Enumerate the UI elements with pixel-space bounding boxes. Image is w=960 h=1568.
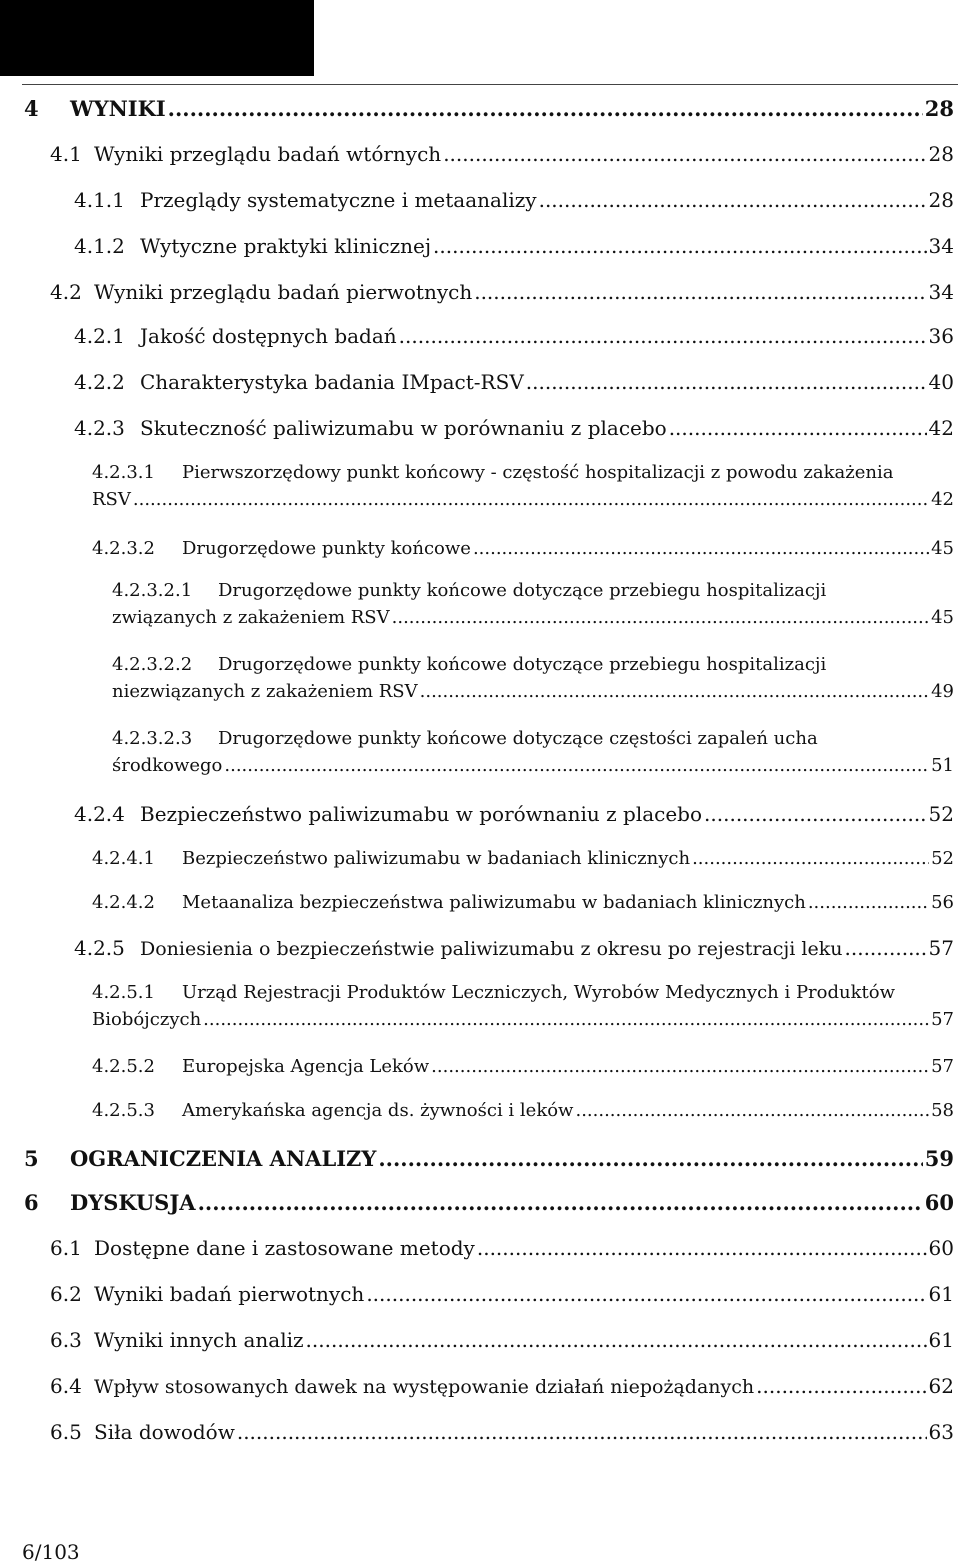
toc-entry-4-2-3-2-1[interactable] xyxy=(112,580,954,628)
toc-leader xyxy=(704,802,927,826)
toc-title: Amerykańska agencja ds. żywności i leków xyxy=(182,1100,574,1121)
toc-title-continued: środkowego xyxy=(112,755,223,776)
toc-entry-4-1-2[interactable] xyxy=(74,234,954,258)
toc-entry-4-2-4-2[interactable] xyxy=(92,892,954,913)
toc-page: 62 xyxy=(928,1374,954,1398)
toc-leader xyxy=(477,1236,927,1260)
toc-page: 42 xyxy=(931,489,954,510)
toc-title: Wytyczne praktyki klinicznej xyxy=(140,234,432,258)
toc-page: 28 xyxy=(924,96,954,121)
toc-title-continued: RSV xyxy=(92,489,131,510)
toc-entry-6-4[interactable] xyxy=(50,1374,954,1398)
toc-title: Charakterystyka badania IMpact-RSV xyxy=(140,370,524,394)
toc-leader xyxy=(474,280,926,304)
toc-title: Siła dowodów xyxy=(94,1420,235,1444)
toc-title: Europejska Agencja Leków xyxy=(182,1056,430,1077)
toc-title: Bezpieczeństwo paliwizumabu w badaniach klinicznych xyxy=(182,848,691,869)
toc-entry-4-1-1[interactable] xyxy=(74,188,954,212)
toc-page: 52 xyxy=(931,848,954,869)
toc-page: 34 xyxy=(928,280,954,304)
toc-number: 4.2.1 xyxy=(74,324,125,348)
toc-leader xyxy=(133,489,929,510)
toc-entry-4-1[interactable] xyxy=(50,142,954,166)
toc-title: Wyniki badań pierwotnych xyxy=(94,1282,365,1306)
toc-page: 51 xyxy=(931,755,954,776)
toc-page: 36 xyxy=(928,324,954,348)
toc-title: Skuteczność paliwizumabu w porównaniu z placebo xyxy=(140,416,667,440)
toc-number: 4.2 xyxy=(50,280,82,304)
toc-number: 4.2.3.2.2 xyxy=(112,654,193,675)
toc-entry-6-2[interactable] xyxy=(50,1282,954,1306)
toc-entry-6-5[interactable] xyxy=(50,1420,954,1444)
toc-entry-4-2[interactable] xyxy=(50,280,954,304)
toc-entry-4-2-3-2-3[interactable] xyxy=(112,728,954,776)
toc-entry-4-2-3-2-2[interactable] xyxy=(112,654,954,702)
toc-page: 42 xyxy=(928,416,954,440)
toc-title-continued: niezwiązanych z zakażeniem RSV xyxy=(112,681,418,702)
toc-number: 4.2.5.3 xyxy=(92,1100,155,1121)
toc-number: 5 xyxy=(24,1146,39,1171)
toc-page: 49 xyxy=(931,681,954,702)
toc-number: 4.2.3.1 xyxy=(92,462,155,483)
toc-leader xyxy=(392,607,929,628)
toc-page: 61 xyxy=(928,1328,954,1352)
toc-title: DYSKUSJA xyxy=(70,1190,196,1215)
toc-entry-4-2-5-3[interactable] xyxy=(92,1100,954,1121)
toc-title: Drugorzędowe punkty końcowe dotyczące przebiegu hospitalizacji xyxy=(218,580,827,601)
toc-page: 34 xyxy=(928,234,954,258)
toc-entry-4-2-3-1[interactable] xyxy=(92,462,954,510)
toc-entry-5[interactable] xyxy=(24,1146,954,1171)
toc-entry-4-2-4-1[interactable] xyxy=(92,848,954,869)
toc-number: 4.2.4 xyxy=(74,802,125,826)
toc-leader xyxy=(539,188,927,212)
toc-number: 4.2.3.2 xyxy=(92,538,155,559)
toc-page: 57 xyxy=(928,936,954,960)
toc-title: OGRANICZENIA ANALIZY xyxy=(70,1146,377,1171)
page-footer-number: 6/103 xyxy=(22,1540,80,1564)
toc-entry-4-2-5-1[interactable] xyxy=(92,982,954,1030)
toc-number: 6.4 xyxy=(50,1374,82,1398)
toc-number: 4.2.5 xyxy=(74,936,125,960)
toc-title: Urząd Rejestracji Produktów Leczniczych, Wyrobów Medycznych i Produktów xyxy=(182,982,895,1003)
toc-number: 4.2.2 xyxy=(74,370,125,394)
toc-entry-4-2-4[interactable] xyxy=(74,802,954,826)
toc-entry-6-3[interactable] xyxy=(50,1328,954,1352)
toc-page: 61 xyxy=(928,1282,954,1306)
toc-title: Drugorzędowe punkty końcowe xyxy=(182,538,471,559)
toc-leader xyxy=(808,892,929,913)
toc-leader xyxy=(433,234,927,258)
toc-leader xyxy=(443,142,926,166)
toc-entry-4-2-5[interactable] xyxy=(74,936,954,960)
toc-page: 63 xyxy=(928,1420,954,1444)
toc-title: Pierwszorzędowy punkt końcowy - częstość hospitalizacji z powodu zakażenia xyxy=(182,462,894,483)
toc-title: Wyniki przeglądu badań pierwotnych xyxy=(94,280,473,304)
toc-leader xyxy=(168,96,923,121)
toc-number: 6.3 xyxy=(50,1328,82,1352)
toc-page: 45 xyxy=(931,607,954,628)
toc-entry-4-2-2[interactable] xyxy=(74,370,954,394)
toc-leader xyxy=(575,1100,929,1121)
toc-leader xyxy=(224,755,929,776)
toc-page: 52 xyxy=(928,802,954,826)
toc-entry-4[interactable] xyxy=(24,96,954,121)
toc-title: Wyniki innych analiz xyxy=(94,1328,304,1352)
toc-leader xyxy=(306,1328,927,1352)
toc-title: Wpływ stosowanych dawek na występowanie działań niepożądanych xyxy=(94,1376,755,1398)
toc-leader xyxy=(399,324,927,348)
toc-page: 57 xyxy=(931,1009,954,1030)
toc-title: Drugorzędowe punkty końcowe dotyczące przebiegu hospitalizacji xyxy=(218,654,827,675)
toc-leader xyxy=(420,681,929,702)
toc-entry-6[interactable] xyxy=(24,1190,954,1215)
toc-number: 6 xyxy=(24,1190,39,1215)
toc-title: Dostępne dane i zastosowane metody xyxy=(94,1236,475,1260)
toc-number: 4.1 xyxy=(50,142,82,166)
toc-page: 60 xyxy=(924,1190,954,1215)
toc-page: 60 xyxy=(928,1236,954,1260)
toc-page: 59 xyxy=(924,1146,954,1171)
toc-number: 6.1 xyxy=(50,1236,82,1260)
toc-leader xyxy=(431,1056,929,1077)
toc-number: 4.2.4.2 xyxy=(92,892,155,913)
toc-number: 4.1.1 xyxy=(74,188,125,212)
toc-title: Doniesienia o bezpieczeństwie paliwizumabu z okresu po rejestracji leku xyxy=(140,938,843,960)
toc-title: Przeglądy systematyczne i metaanalizy xyxy=(140,188,537,212)
toc-title: WYNIKI xyxy=(70,96,166,121)
toc-title: Metaanaliza bezpieczeństwa paliwizumabu w badaniach klinicznych xyxy=(182,892,806,913)
toc-title: Jakość dostępnych badań xyxy=(140,324,397,348)
toc-leader xyxy=(366,1282,926,1306)
toc-number: 4.2.5.2 xyxy=(92,1056,155,1077)
toc-number: 4.2.5.1 xyxy=(92,982,155,1003)
toc-leader xyxy=(203,1009,929,1030)
toc-leader xyxy=(756,1374,926,1398)
toc-entry-4-2-5-2[interactable] xyxy=(92,1056,954,1077)
toc-page: 40 xyxy=(928,370,954,394)
toc-number: 4.2.3.2.1 xyxy=(112,580,193,601)
toc-leader xyxy=(845,936,927,960)
toc-number: 4.2.4.1 xyxy=(92,848,155,869)
toc-leader xyxy=(198,1190,923,1215)
toc-page: 57 xyxy=(931,1056,954,1077)
toc-number: 4.2.3 xyxy=(74,416,125,440)
toc-page: 45 xyxy=(931,538,954,559)
toc-number: 6.2 xyxy=(50,1282,82,1306)
toc-title-continued: Biobójczych xyxy=(92,1009,202,1030)
toc-page: 28 xyxy=(928,142,954,166)
toc-number: 4 xyxy=(24,96,39,121)
toc-title: Bezpieczeństwo paliwizumabu w porównaniu z placebo xyxy=(140,802,703,826)
toc-title: Wyniki przeglądu badań wtórnych xyxy=(94,142,442,166)
toc-page: 56 xyxy=(931,892,954,913)
toc-entry-6-1[interactable] xyxy=(50,1236,954,1260)
toc-leader xyxy=(669,416,927,440)
toc-title: Drugorzędowe punkty końcowe dotyczące częstości zapaleń ucha xyxy=(218,728,818,749)
toc-entry-4-2-3-2[interactable] xyxy=(92,538,954,559)
toc-number: 4.2.3.2.3 xyxy=(112,728,193,749)
toc-page: 58 xyxy=(931,1100,954,1121)
toc-leader xyxy=(692,848,929,869)
toc-entry-4-2-1[interactable] xyxy=(74,324,954,348)
toc-leader xyxy=(378,1146,922,1171)
toc-number: 6.5 xyxy=(50,1420,82,1444)
toc-page: 28 xyxy=(928,188,954,212)
toc-title-continued: związanych z zakażeniem RSV xyxy=(112,607,390,628)
toc-leader xyxy=(526,370,927,394)
toc-leader xyxy=(237,1420,927,1444)
toc-number: 4.1.2 xyxy=(74,234,125,258)
toc-leader xyxy=(473,538,929,559)
toc-entry-4-2-3[interactable] xyxy=(74,416,954,440)
